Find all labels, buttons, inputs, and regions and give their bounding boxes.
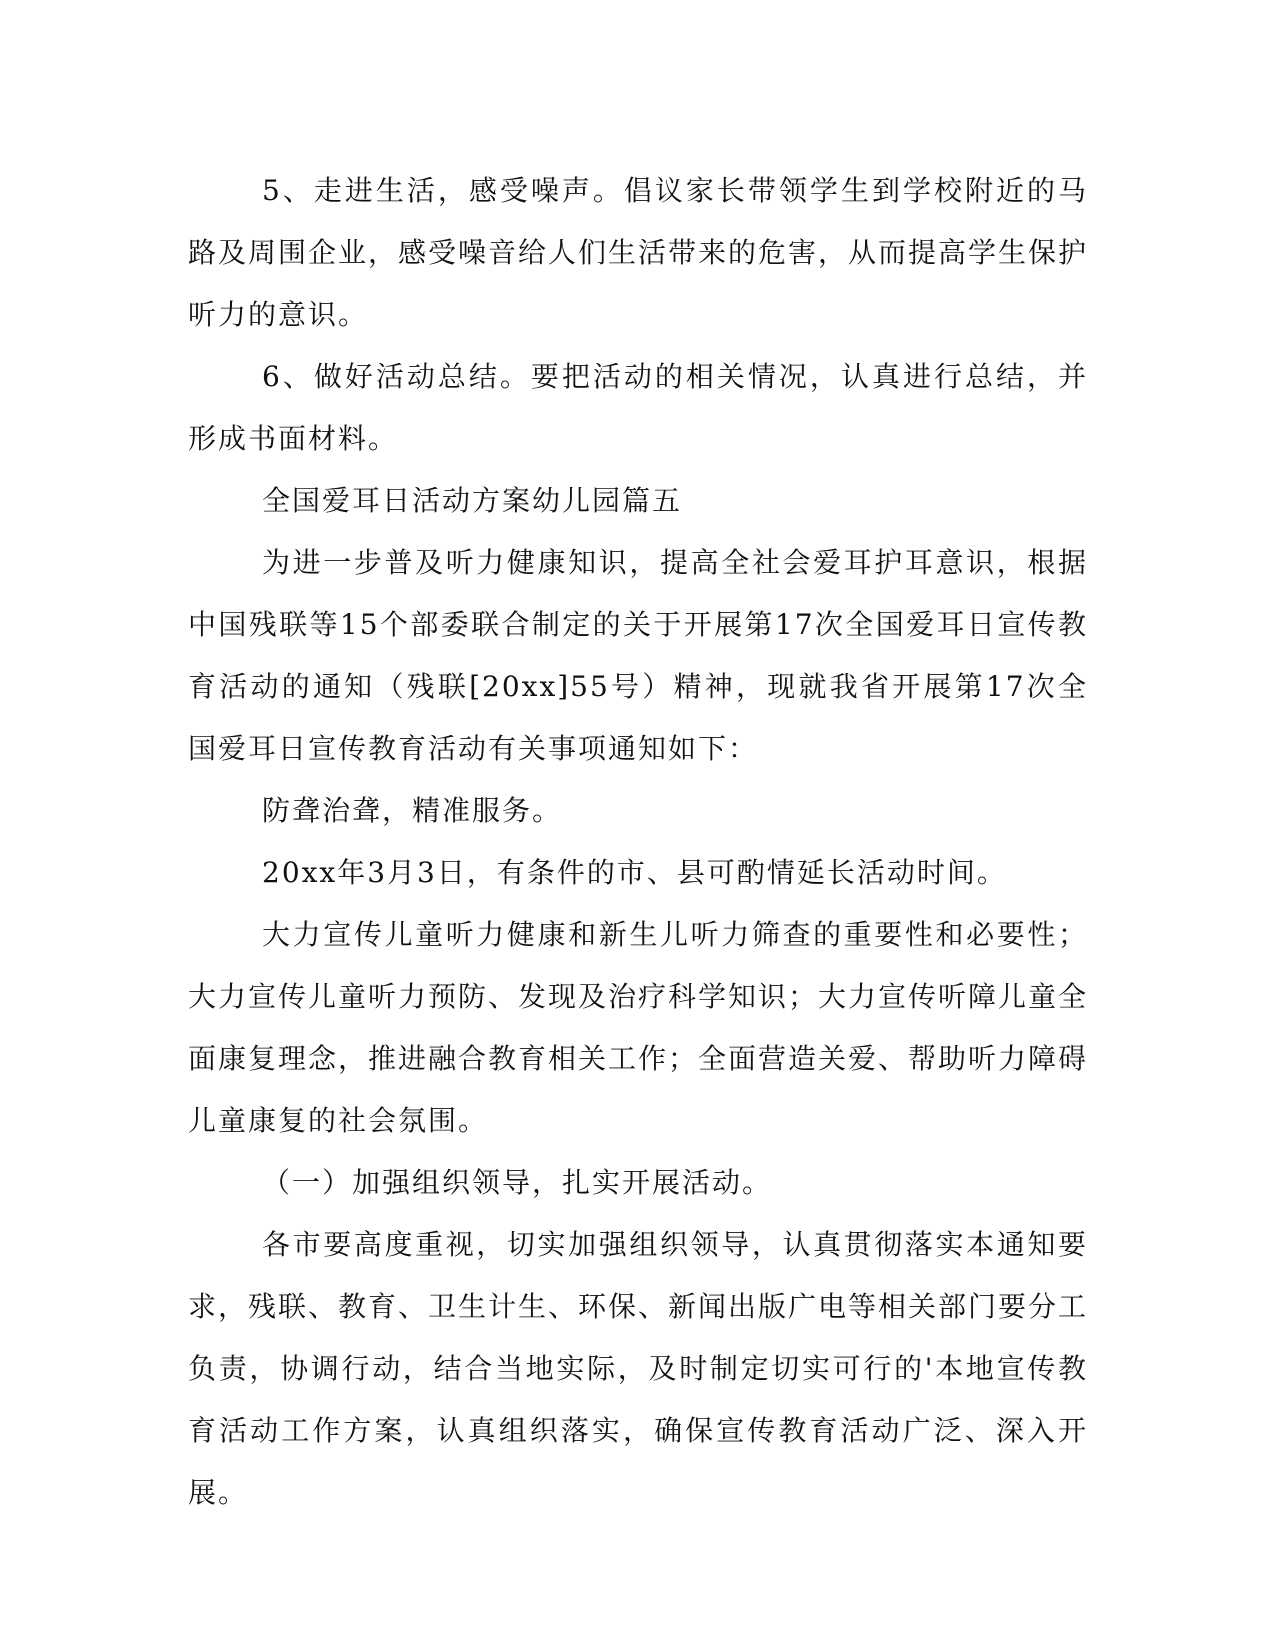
document-body [188, 160, 1088, 1524]
paragraph-item-5: 5、走进生活，感受噪声。倡议家长带领学生到学校附近的马路及周围企业，感受噪音给人们生活带来的危害，从而提高学生保护听力的意识。 [188, 174, 1089, 331]
section-heading: 全国爱耳日活动方案幼儿园篇五 [262, 484, 683, 517]
sub-heading-organization: （一）加强组织领导，扎实开展活动。 [262, 1166, 773, 1199]
paragraph-date: 20xx年3月3日，有条件的市、县可酌情延长活动时间。 [262, 856, 1007, 889]
paragraph-organization: 各市要高度重视，切实加强组织领导，认真贯彻落实本通知要求，残联、教育、卫生计生、环保、新闻出版广电等相关部门要分工负责，协调行动，结合当地实际，及时制定切实可行的'本地宣传教育活动工作方案，认真组织落实，确保宣传教育活动广泛、深入开展。 [188, 1228, 1089, 1509]
paragraph-intro: 为进一步普及听力健康知识，提高全社会爱耳护耳意识，根据中国残联等15个部委联合制定的关于开展第17次全国爱耳日宣传教育活动的通知（残联[20xx]55号）精神，现就我省开展第17次全国爱耳日宣传教育活动有关事项通知如下： [188, 546, 1088, 765]
paragraph-content: 大力宣传儿童听力健康和新生儿听力筛查的重要性和必要性；大力宣传儿童听力预防、发现及治疗科学知识；大力宣传听障儿童全面康复理念，推进融合教育相关工作；全面营造关爱、帮助听力障碍儿童康复的社会氛围。 [188, 918, 1089, 1137]
paragraph-item-6: 6、做好活动总结。要把活动的相关情况，认真进行总结，并形成书面材料。 [188, 360, 1088, 455]
paragraph-theme: 防聋治聋，精准服务。 [262, 794, 563, 827]
